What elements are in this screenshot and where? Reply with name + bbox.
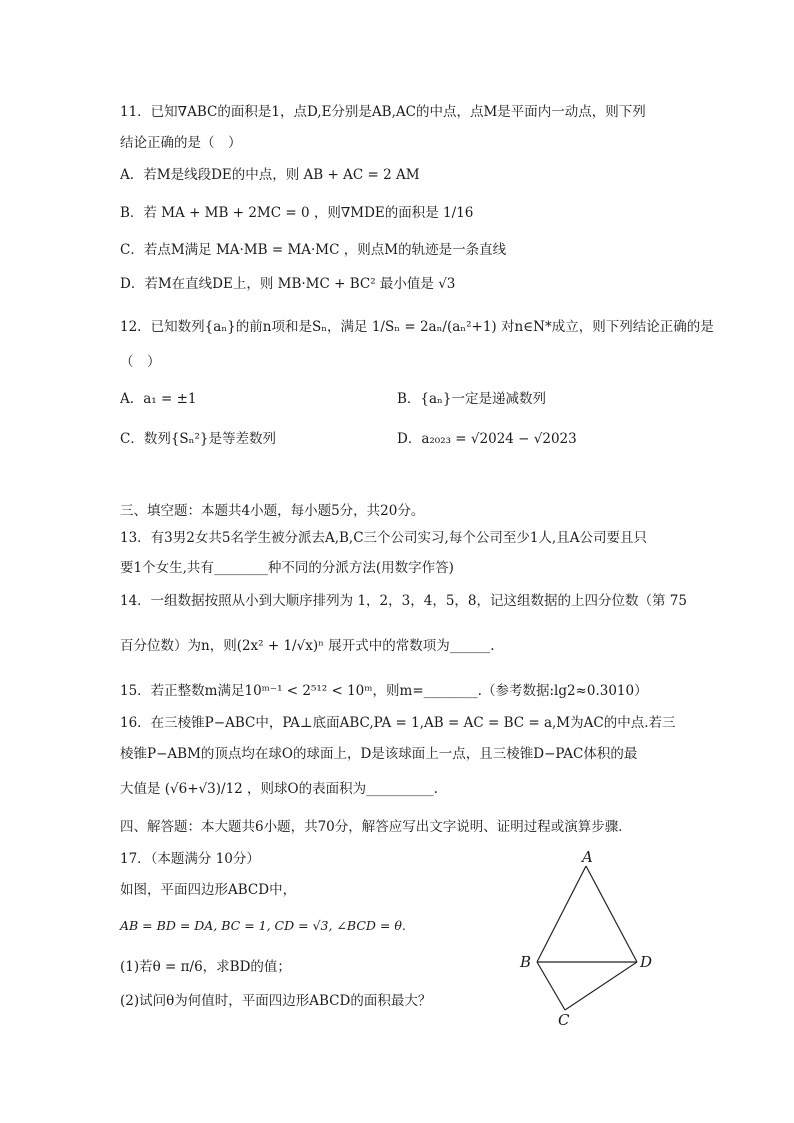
q16-line3: 大值是 (√6+√3)/12 ，则球O的表面积为__________. bbox=[120, 781, 438, 797]
q17-title: 17．（本题满分 10分） bbox=[120, 851, 260, 867]
q11-option-c: C．若点M满足 MA·MB = MA·MC ，则点M的轨迹是一条直线 bbox=[120, 242, 507, 258]
edge-cd bbox=[565, 962, 637, 1010]
section3-heading: 三、填空题：本题共4小题，每小题5分，共20分。 bbox=[120, 503, 425, 519]
q11-stem-line2: 结论正确的是（ ） bbox=[120, 135, 242, 151]
edge-ab bbox=[537, 866, 586, 962]
edge-bc bbox=[537, 962, 565, 1010]
section4-heading: 四、解答题：本大题共6小题，共70分，解答应写出文字说明、证明过程或演算步骤． bbox=[120, 819, 632, 835]
q13-line2: 要1个女生,共有________种不同的分派方法(用数字作答) bbox=[120, 560, 454, 576]
q15-line: 15．若正整数m满足10ᵐ⁻¹ < 2⁵¹² < 10ᵐ，则m=________.（参考数据:lg2≈0.3010） bbox=[120, 683, 648, 699]
q11-stem-line1: 11．已知∇ABC的面积是1，点D,E分别是AB,AC的中点，点M是平面内一动点，则下列 bbox=[120, 104, 646, 120]
q12-option-c: C．数列{Sₙ²}是等差数列 bbox=[120, 431, 277, 447]
q17-conditions: AB = BD = DA, BC = 1, CD = √3, ∠BCD = θ. bbox=[120, 918, 406, 933]
q11-option-b: B．若 MA + MB + 2MC = 0 ，则∇MDE的面积是 1/16 bbox=[120, 205, 474, 221]
q13-line1: 13．有3男2女共5名学生被分派去A,B,C三个公司实习,每个公司至少1人,且A公司要且只 bbox=[120, 530, 647, 546]
edge-ad bbox=[586, 866, 637, 962]
q12-option-b: B．{aₙ}一定是递减数列 bbox=[397, 391, 546, 407]
q17-part2: (2)试问θ为何值时，平面四边形ABCD的面积最大？ bbox=[120, 993, 432, 1009]
q12-option-d: D．a₂₀₂₃ = √2024 − √2023 bbox=[397, 431, 577, 447]
q16-line2: 棱锥P−ABM的顶点均在球O的球面上，D是该球面上一点，且三棱锥D−PAC体积的最 bbox=[120, 746, 638, 762]
q17-part1: (1)若θ = π/6，求BD的值； bbox=[120, 959, 291, 975]
q17-line1: 如图，平面四边形ABCD中， bbox=[120, 882, 297, 898]
q12-option-a: A．a₁ = ±1 bbox=[120, 391, 197, 407]
vertex-label-a: A bbox=[582, 848, 593, 866]
vertex-label-c: C bbox=[558, 1011, 570, 1029]
q16-line1: 16．在三棱锥P−ABC中，PA⊥底面ABC,PA = 1,AB = AC = BC = a,M为AC的中点.若三 bbox=[120, 715, 676, 731]
q14-line2: 百分位数）为n，则(2x² + 1/√x)ⁿ 展开式中的常数项为______. bbox=[120, 638, 495, 654]
q12-stem-line2: （ ） bbox=[120, 354, 161, 370]
q12-stem-line1: 12．已知数列{aₙ}的前n项和是Sₙ，满足 1/Sₙ = 2aₙ/(aₙ²+1) 对n∈N*成立，则下列结论正确的是 bbox=[120, 319, 714, 335]
q11-option-a: A．若M是线段DE的中点，则 AB + AC = 2 AM bbox=[120, 167, 420, 183]
q14-line1: 14．一组数据按照从小到大顺序排列为 1，2，3，4，5，8，记这组数据的上四分位数（第 75 bbox=[120, 593, 687, 609]
vertex-label-d: D bbox=[640, 953, 653, 971]
vertex-label-b: B bbox=[520, 953, 532, 971]
q11-option-d: D．若M在直线DE上，则 MB·MC + BC² 最小值是 √3 bbox=[120, 276, 456, 292]
